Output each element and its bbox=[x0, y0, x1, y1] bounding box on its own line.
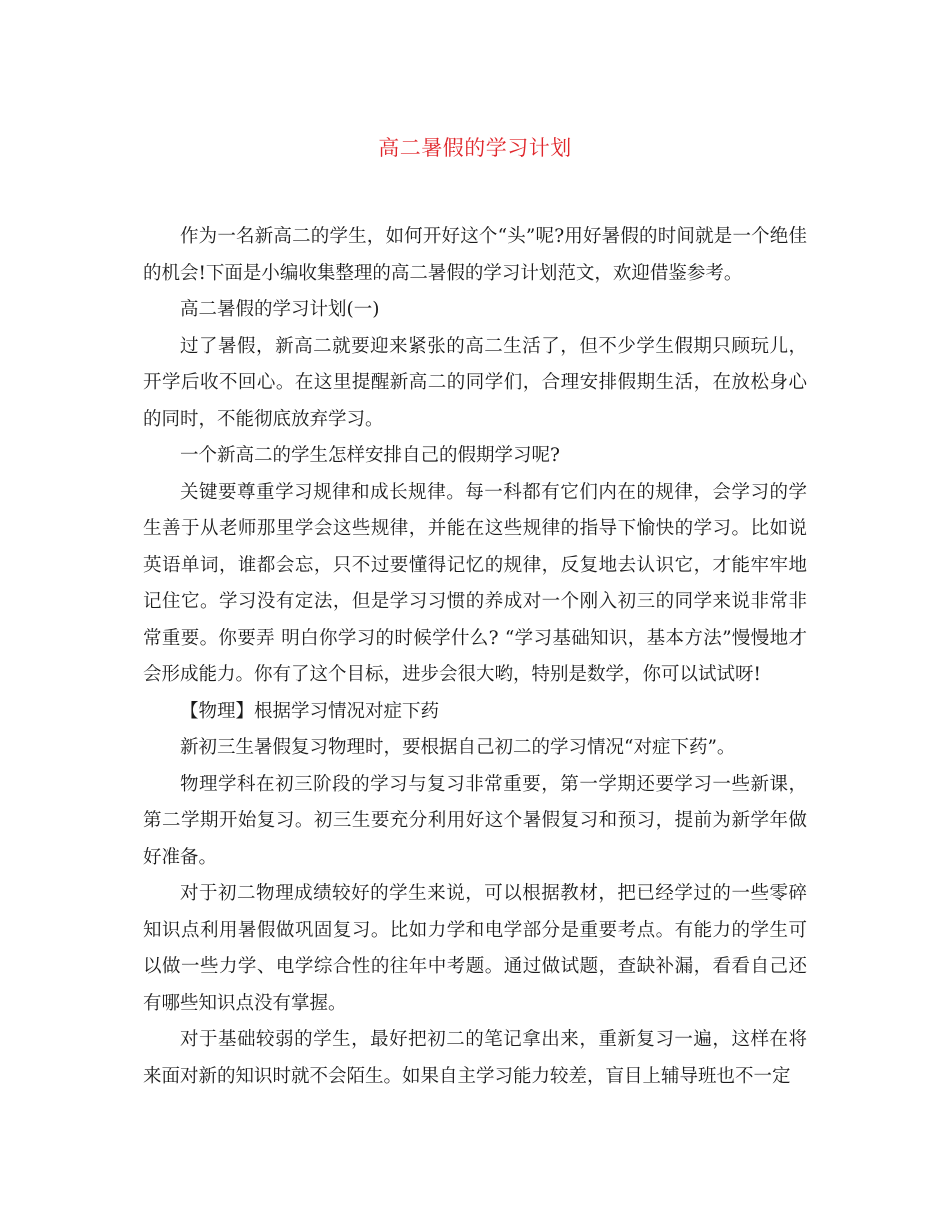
section-heading: 高二暑假的学习计划(一) bbox=[180, 299, 380, 320]
paragraph: 关键要尊重学习规律和成长规律。每一科都有它们内在的规律，会学习的学生善于从老师那里学会这些规律，并能在这些规律的指导下愉快的学习。比如说英语单词，谁都会忘，只不过要懂得记忆的规律，反复地去认识它，才能牢牢地记住它。学习没有定法，但是学习习惯的养成对一个刚入初三的同学来说非常非常重要。你要弄 明白你学习的时候学什么? “学习基础知识，基本方法”慢慢地才会形成能力。你有了这个目标，进步会很大哟，特别是数学，你可以试试呀! bbox=[143, 481, 807, 685]
section-heading: 【物理】根据学习情况对症下药 bbox=[180, 700, 440, 722]
paragraph: 过了暑假，新高二就要迎来紧张的高二生活了，但不少学生假期只顾玩儿，开学后收不回心。在这里提醒新高二的同学们，合理安排假期生活，在放松身心的同时，不能彻底放弃学习。 bbox=[143, 335, 807, 430]
paragraph: 作为一名新高二的学生，如何开好这个“头”呢?用好暑假的时间就是一个绝佳的机会!下面是小编收集整理的高二暑假的学习计划范文，欢迎借鉴参考。 bbox=[143, 226, 807, 284]
document-title: 高二暑假的学习计划 bbox=[378, 136, 572, 160]
paragraph: 对于基础较弱的学生，最好把初二的笔记拿出来，重新复习一遍，这样在将来面对新的知识时就不会陌生。如果自主学习能力较差，盲目上辅导班也不一定 bbox=[143, 1029, 807, 1087]
paragraph: 一个新高二的学生怎样安排自己的假期学习呢? bbox=[180, 445, 560, 466]
paragraph: 物理学科在初三阶段的学习与复习非常重要，第一学期还要学习一些新课，第二学期开始复习。初三生要充分利用好这个暑假复习和预习，提前为新学年做好准备。 bbox=[143, 773, 807, 868]
paragraph: 新初三生暑假复习物理时，要根据自己初二的学习情况“对症下药”。 bbox=[180, 737, 736, 758]
paragraph: 对于初二物理成绩较好的学生来说，可以根据教材，把已经学过的一些零碎知识点利用暑假做巩固复习。比如力学和电学部分是重要考点。有能力的学生可以做一些力学、电学综合性的往年中考题。通过做试题，查缺补漏，看看自己还有哪些知识点没有掌握。 bbox=[143, 883, 807, 1014]
document-body bbox=[143, 219, 807, 1095]
